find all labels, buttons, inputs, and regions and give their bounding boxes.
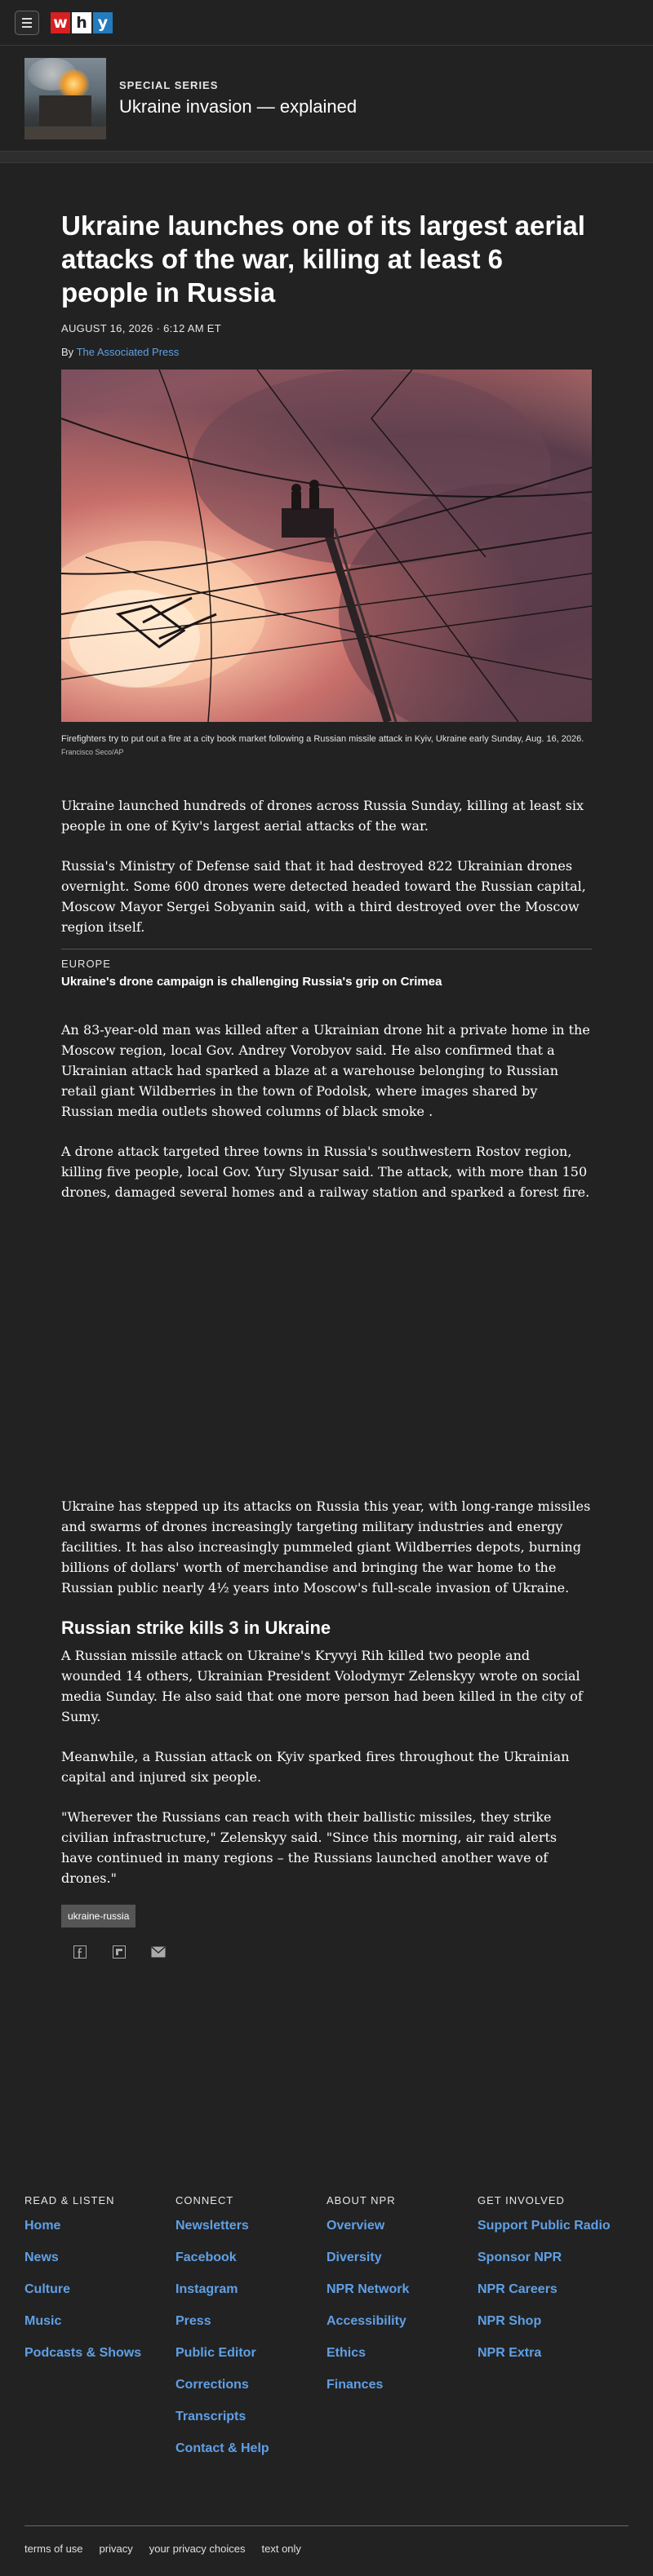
footer-link[interactable]: Public Editor	[175, 2346, 256, 2360]
article-paragraph: A Russian missile attack on Ukraine's Kryvyi Rih killed two people and wounded 14 others, Ukrainian President Volodymyr Zelenskyy wrote on social media Sunday. He also said that one more person had been killed in the city of Sumy.	[61, 1648, 583, 1724]
thumbnail-ground	[24, 126, 106, 139]
ad-placeholder	[61, 1202, 592, 1496]
footer-link[interactable]: Podcasts & Shows	[24, 2346, 142, 2360]
footer-link[interactable]: Corrections	[175, 2378, 249, 2392]
footer-column-get-involved	[478, 2194, 629, 2471]
footer-link[interactable]: NPR Shop	[478, 2314, 542, 2328]
article-byline	[61, 346, 592, 358]
article-paragraph: Meanwhile, a Russian attack on Kyiv sparked fires throughout the Ukrainian capital and injured six people.	[61, 1749, 570, 1785]
footer-column-read-listen	[24, 2194, 175, 2471]
lead-image-scene	[61, 370, 592, 722]
menu-line-icon	[22, 22, 32, 24]
footer-link[interactable]: NPR Careers	[478, 2282, 557, 2296]
footer-link[interactable]: Overview	[326, 2219, 385, 2233]
footer-link[interactable]: Ethics	[326, 2346, 366, 2360]
terms-of-use-link[interactable]: terms of use	[24, 2543, 83, 2555]
menu-line-icon	[22, 18, 32, 20]
thumbnail-fire	[57, 69, 90, 99]
footer-link[interactable]: Finances	[326, 2378, 384, 2392]
article-body	[61, 795, 592, 1888]
article-dateline: AUGUST 16, 2026 · 6:12 AM ET	[61, 322, 222, 334]
article	[0, 209, 653, 1959]
footer-link[interactable]: Instagram	[175, 2282, 238, 2296]
footer-link[interactable]: Transcripts	[175, 2410, 247, 2423]
site-footer	[24, 2194, 629, 2471]
lead-image-figure	[61, 370, 592, 756]
privacy-link[interactable]: privacy	[99, 2543, 133, 2555]
footer-link[interactable]: NPR Network	[326, 2282, 410, 2296]
byline-prefix: By	[61, 346, 74, 358]
footer-link[interactable]: Music	[24, 2314, 62, 2328]
section-divider	[0, 152, 653, 163]
footer-columns	[24, 2194, 629, 2471]
special-series-banner[interactable]	[0, 46, 653, 152]
top-bar	[0, 0, 653, 46]
image-credit: Francisco Seco/AP	[61, 748, 124, 756]
site-logo[interactable]	[51, 12, 114, 33]
footer-column-about	[326, 2194, 478, 2471]
footer-link[interactable]: Newsletters	[175, 2219, 249, 2233]
text-only-link[interactable]: text only	[261, 2543, 301, 2555]
related-story-title[interactable]: Ukraine's drone campaign is challenging Russia's grip on Crimea	[61, 975, 442, 989]
topic-tag[interactable]: ukraine-russia	[61, 1905, 135, 1928]
menu-line-icon	[22, 26, 32, 28]
hamburger-menu-button[interactable]	[15, 11, 39, 35]
article-subhead: Russian strike kills 3 in Ukraine	[61, 1618, 331, 1638]
related-story-section: EUROPE	[61, 958, 111, 970]
footer-column-heading: ABOUT NPR	[326, 2194, 396, 2206]
article-headline: Ukraine launches one of its largest aerial attacks of the war, killing at least 6 people in Russia	[61, 210, 585, 308]
byline-author-link[interactable]: The Associated Press	[76, 346, 180, 358]
logo-letter: w	[51, 12, 70, 33]
footer-link[interactable]: Sponsor NPR	[478, 2251, 562, 2264]
logo-letter: y	[93, 12, 113, 33]
footer-link[interactable]: Diversity	[326, 2251, 382, 2264]
series-thumbnail[interactable]	[24, 58, 106, 139]
footer-link[interactable]: News	[24, 2251, 59, 2264]
article-paragraph: A drone attack targeted three towns in Russia's southwestern Rostov region, killing five people, local Gov. Yury Slyusar said. The attack, with more than 150 drones, damaged several homes and a railway station and sparked a forest fire.	[61, 1144, 590, 1200]
article-paragraph: "Wherever the Russians can reach with their ballistic missiles, they strike civilian infrastructure," Zelenskyy said. "Since this morning, air raid alerts have continued in many regions – the Russians launched another wave of drones."	[61, 1809, 557, 1886]
footer-link[interactable]: Support Public Radio	[478, 2219, 611, 2233]
footer-link[interactable]: Accessibility	[326, 2314, 406, 2328]
lead-image[interactable]	[61, 370, 592, 722]
footer-column-connect	[175, 2194, 326, 2471]
series-text	[119, 79, 357, 117]
series-label: SPECIAL SERIES	[119, 79, 219, 91]
related-story[interactable]	[61, 949, 592, 989]
series-title[interactable]: Ukraine invasion — explained	[119, 96, 358, 117]
footer-link[interactable]: Contact & Help	[175, 2441, 269, 2455]
flipboard-icon[interactable]	[112, 1945, 127, 1959]
footer-link[interactable]: Culture	[24, 2282, 70, 2296]
article-paragraph: An 83-year-old man was killed after a Ukrainian drone hit a private home in the Moscow region, local Gov. Andrey Vorobyov said. He also confirmed that a Ukrainian attack had sparked a blaze at a warehouse belonging to Russian retail giant Wildberries in the town of Podolsk, where images shared by Russian media outlets showed columns of black smoke .	[61, 1022, 590, 1119]
footer-link[interactable]: Home	[24, 2219, 61, 2233]
facebook-icon[interactable]	[73, 1945, 87, 1959]
logo-letter: h	[72, 12, 91, 33]
footer-column-heading: CONNECT	[175, 2194, 234, 2206]
article-paragraph: Ukraine has stepped up its attacks on Russia this year, with long-range missiles and swarms of drones increasingly targeting military industries and energy facilities. It has also increasingly pummeled giant Wildberries depots, burning billions of dollars' worth of merchandise and bringing the war home to the Russian public nearly 4½ years into Moscow's full-scale invasion of Ukraine.	[61, 1498, 591, 1596]
footer-column-heading: READ & LISTEN	[24, 2194, 115, 2206]
article-paragraph: Ukraine launched hundreds of drones across Russia Sunday, killing at least six people in one of Kyiv's largest aerial attacks of the war.	[61, 798, 584, 834]
footer-link[interactable]: Press	[175, 2314, 211, 2328]
image-caption: Firefighters try to put out a fire at a city book market following a Russian missile attack in Kyiv, Ukraine early Sunday, Aug. 16, 2026.	[61, 734, 584, 744]
footer-legal-links	[24, 2525, 629, 2555]
footer-column-heading: GET INVOLVED	[478, 2194, 565, 2206]
privacy-choices-link[interactable]: your privacy choices	[149, 2543, 246, 2555]
article-paragraph: Russia's Ministry of Defense said that it had destroyed 822 Ukrainian drones overnight. Some 600 drones were detected headed toward the Russian capital, Moscow Mayor Sergei Sobyanin said, with a third destroyed over the Moscow region itself.	[61, 858, 586, 935]
footer-link[interactable]: Facebook	[175, 2251, 237, 2264]
share-bar	[61, 1945, 592, 1959]
email-icon[interactable]	[151, 1945, 166, 1959]
footer-link[interactable]: NPR Extra	[478, 2346, 542, 2360]
thumbnail-building	[39, 95, 91, 128]
